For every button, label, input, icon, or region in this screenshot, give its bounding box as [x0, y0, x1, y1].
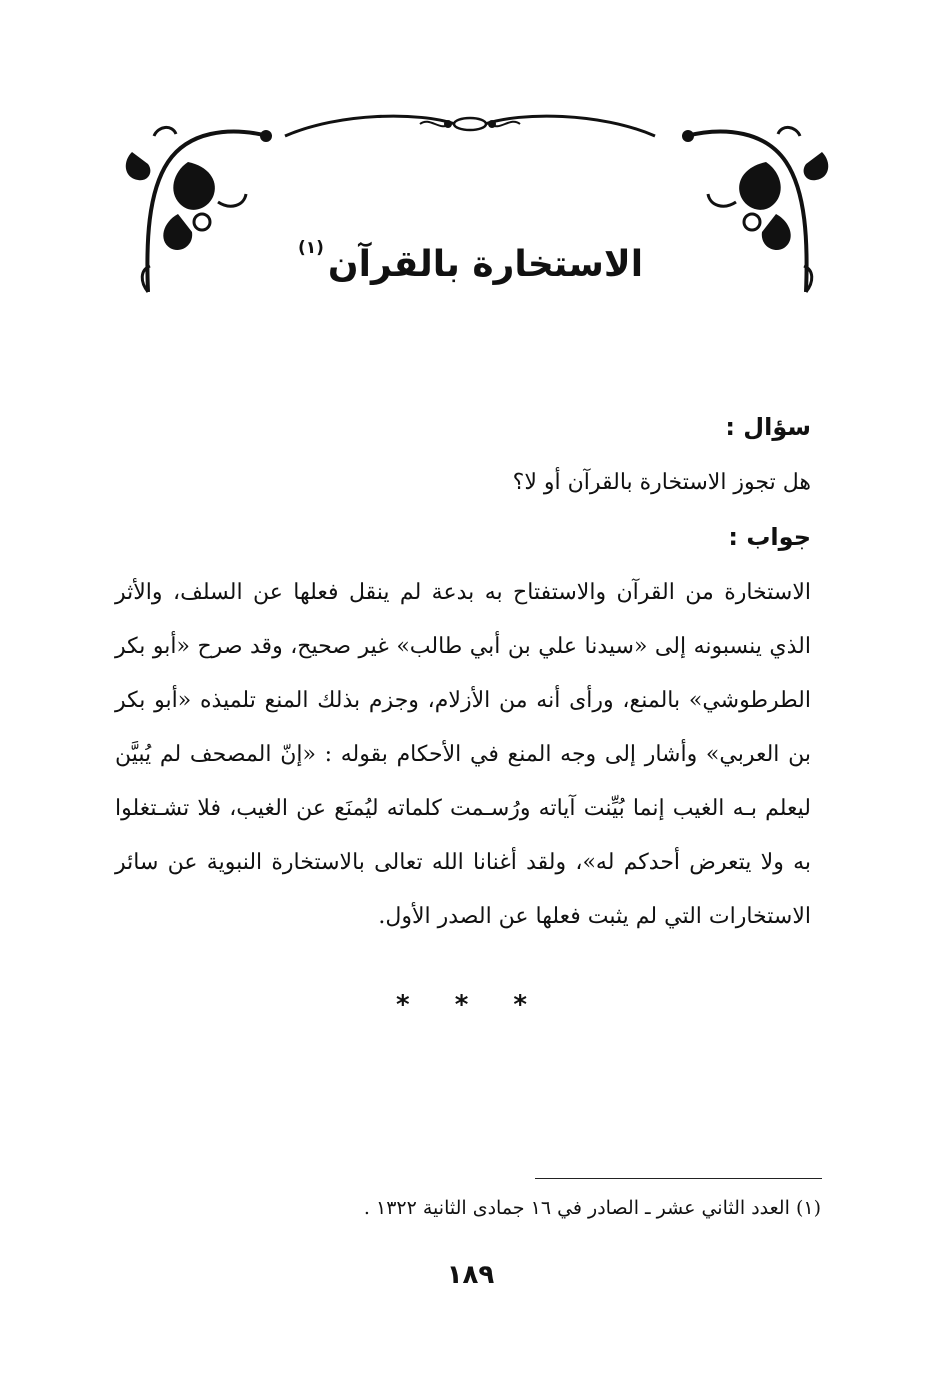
- footnote-marker: (١): [795, 1197, 821, 1219]
- footnote: [160, 1192, 821, 1224]
- title-footnote-marker: (١): [297, 238, 324, 258]
- answer-paragraph: الاستخارة من القرآن والاستفتاح به بدعة لم ينقل فعلها عن السلف، والأثر الذي ينسبونه إلى «سيدنا علي بن أبي طالب» غير صحيح، وقد صرح «أبو بكر الطرطوشي» بالمنع، ورأى أنه من الأزلام، وجزم بذلك المنع تلميذه «أبو بكر بن العربي» وأشار إلى وجه المنع في الأحكام بقوله : «إنّ المصحف لم يُبيَّن ليعلم بـه الغيب إنما بُيِّنت آياته ورُسـمت كلماته ليُمنَع عن الغيب، فلا تشـتغلوا به ولا يتعرض أحدكم له»، ولقد أغنانا الله تعالى بالاستخارة النبوية عن سائر الاستخارات التي لم يثبت فعلها عن الصدر الأول.: [115, 580, 811, 929]
- top-flourish-ornament: [280, 106, 660, 142]
- answer-label: جواب :: [728, 523, 811, 551]
- asterisk-divider: * * *: [396, 990, 545, 1020]
- title-text: الاستخارة بالقرآن: [327, 244, 644, 285]
- footnote-text: العدد الثاني عشر ـ الصادر في ١٦ جمادى الثانية ١٣٢٢ .: [363, 1197, 790, 1219]
- page-number: ١٨٩: [446, 1260, 495, 1290]
- question-label: سؤال :: [725, 413, 811, 441]
- page-title: [200, 228, 741, 295]
- question-text: هل تجوز الاستخارة بالقرآن أو لا؟: [512, 470, 811, 495]
- article-body: [115, 400, 811, 944]
- footnote-rule: [535, 1178, 822, 1179]
